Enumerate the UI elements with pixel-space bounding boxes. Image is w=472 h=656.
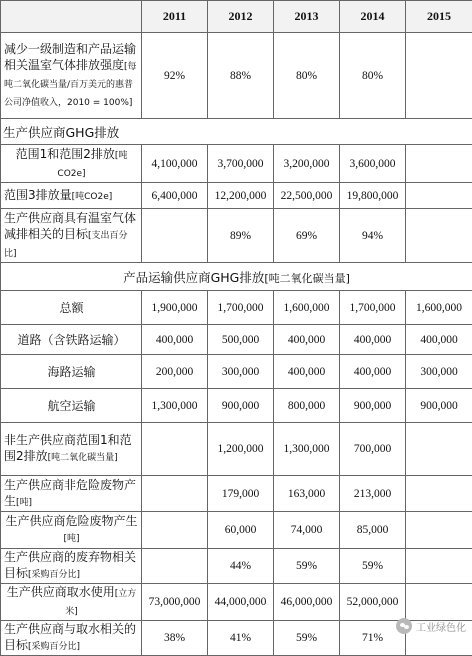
section-row [1,119,472,145]
cell-2011: 1,300,000 [142,389,208,423]
cell-2012: 89% [208,209,274,263]
cell-2011: 400,000 [142,325,208,355]
row-label-text: 生产供应商的废弃物相关目标 [4,550,136,580]
cell-2015: 400,000 [406,325,472,355]
cell-2013: 69% [274,209,340,263]
row-label-note: [采购百分比] [28,570,80,580]
cell-2013: 59% [274,549,340,584]
cell-2012: 44,000,000 [208,584,274,621]
cell-2014: 400,000 [340,355,406,389]
cell-2015 [406,209,472,263]
cell-2015 [406,512,472,549]
cell-2015 [406,476,472,512]
cell-2012: 1,700,000 [208,291,274,325]
cell-2014: 213,000 [340,476,406,512]
row-label-text: 生产供应商与取水相关的目标 [4,622,136,652]
cell-2014: 1,700,000 [340,291,406,325]
row-label-note: [吨] [63,534,79,544]
row-label-text: 生产供应商具有温室气体减排相关的目标 [4,211,136,241]
cell-2013: 80% [274,33,340,119]
cell-2014: 52,000,000 [340,584,406,621]
cell-2011: 4,100,000 [142,145,208,183]
row-label-text: 减少一级制造和产品运输相关温室气体排放强度 [4,42,136,72]
row-label [1,423,142,476]
cell-2013: 400,000 [274,325,340,355]
cell-2011: 6,400,000 [142,183,208,209]
row-label [1,512,142,549]
table-row [1,183,472,209]
cell-2015: 1,600,000 [406,291,472,325]
cell-2011 [142,549,208,584]
cell-2011 [142,476,208,512]
section-heading: 生产供应商GHG排放 [1,119,472,145]
row-label [1,549,142,584]
cell-2013: 74,000 [274,512,340,549]
row-label-note: [采购百分比] [28,642,80,652]
cell-2011 [142,423,208,476]
row-label [1,621,142,656]
cell-2012: 3,700,000 [208,145,274,183]
table-row [1,355,472,389]
cell-2012: 300,000 [208,355,274,389]
cell-2011: 38% [142,621,208,656]
row-label-text: 非生产供应商范围1和范围2排放 [4,433,132,463]
cell-2013: 400,000 [274,355,340,389]
cell-2014: 80% [340,33,406,119]
table-row [1,512,472,549]
cell-2015: 900,000 [406,389,472,423]
row-label [1,476,142,512]
cell-2013: 22,500,000 [274,183,340,209]
cell-2014: 700,000 [340,423,406,476]
cell-2013: 3,200,000 [274,145,340,183]
header-2013: 2013 [274,1,340,33]
cell-2015 [406,183,472,209]
row-label: 总额 [1,291,142,325]
cell-2011: 73,000,000 [142,584,208,621]
header-2011: 2011 [142,1,208,33]
cell-2011 [142,209,208,263]
row-label-note: [支出百分比] [4,231,128,259]
cell-2013: 59% [274,621,340,656]
header-row [1,1,472,33]
cell-2011: 200,000 [142,355,208,389]
cell-2014: 85,000 [340,512,406,549]
header-2012: 2012 [208,1,274,33]
cell-2015 [406,549,472,584]
wechat-icon [396,618,412,634]
row-label-text: 生产供应商非危险废物产生 [4,478,136,508]
row-label [1,145,142,183]
cell-2014: 59% [340,549,406,584]
row-label-note: [每吨二氧化碳当量/百万美元的惠普公司净值收入，2010 = 100%] [4,62,137,108]
cell-2012: 500,000 [208,325,274,355]
cell-2015 [406,145,472,183]
row-label-note: [吨] [16,498,32,508]
cell-2012: 179,000 [208,476,274,512]
row-label-note: [吨CO2e] [57,151,127,179]
row-label-text: 生产供应商取水使用 [7,585,115,599]
table-row [1,584,472,621]
row-label-text: 范围1和范围2排放 [16,147,115,161]
row-label: 航空运输 [1,389,142,423]
row-label: 海路运输 [1,355,142,389]
row-label: 道路（含铁路运输） [1,325,142,355]
cell-2013: 1,300,000 [274,423,340,476]
table-row [1,325,472,355]
cell-2012: 88% [208,33,274,119]
cell-2014: 19,800,000 [340,183,406,209]
table-row [1,209,472,263]
cell-2012: 1,200,000 [208,423,274,476]
cell-2012: 60,000 [208,512,274,549]
table-row [1,145,472,183]
table-row [1,423,472,476]
row-label-note: [吨二氧化碳当量] [48,453,118,463]
cell-2014: 400,000 [340,325,406,355]
section-row [1,263,472,291]
watermark [396,618,466,634]
table-row [1,549,472,584]
table-row [1,476,472,512]
row-label [1,183,142,209]
cell-2013: 800,000 [274,389,340,423]
header-2014: 2014 [340,1,406,33]
cell-2015 [406,33,472,119]
cell-2011: 1,900,000 [142,291,208,325]
cell-2012: 900,000 [208,389,274,423]
header-empty [1,1,142,33]
cell-2013: 1,600,000 [274,291,340,325]
row-label-text: 生产供应商危险废物产生 [5,514,137,528]
cell-2014: 71% [340,621,406,656]
section-heading-note: [吨二氧化碳当量] [264,272,350,285]
cell-2012: 41% [208,621,274,656]
row-label-note: [立方米] [65,589,136,617]
row-label-note: [吨CO2e] [72,192,113,202]
row-label [1,209,142,263]
watermark-text: 工业绿色化 [416,619,466,634]
cell-2014: 3,600,000 [340,145,406,183]
cell-2012: 12,200,000 [208,183,274,209]
section-heading-text: 产品运输供应商GHG排放 [123,270,264,285]
cell-2011: 92% [142,33,208,119]
row-label [1,33,142,119]
cell-2014: 94% [340,209,406,263]
cell-2012: 44% [208,549,274,584]
cell-2015 [406,423,472,476]
section-heading [1,263,472,291]
cell-2014: 900,000 [340,389,406,423]
cell-2015 [406,584,472,621]
table-row [1,291,472,325]
cell-2013: 46,000,000 [274,584,340,621]
cell-2013: 163,000 [274,476,340,512]
header-2015: 2015 [406,1,472,33]
cell-2011 [142,512,208,549]
row-label-text: 范围3排放量 [4,188,72,202]
table-row [1,33,472,119]
table-row [1,389,472,423]
row-label [1,584,142,621]
cell-2015: 300,000 [406,355,472,389]
